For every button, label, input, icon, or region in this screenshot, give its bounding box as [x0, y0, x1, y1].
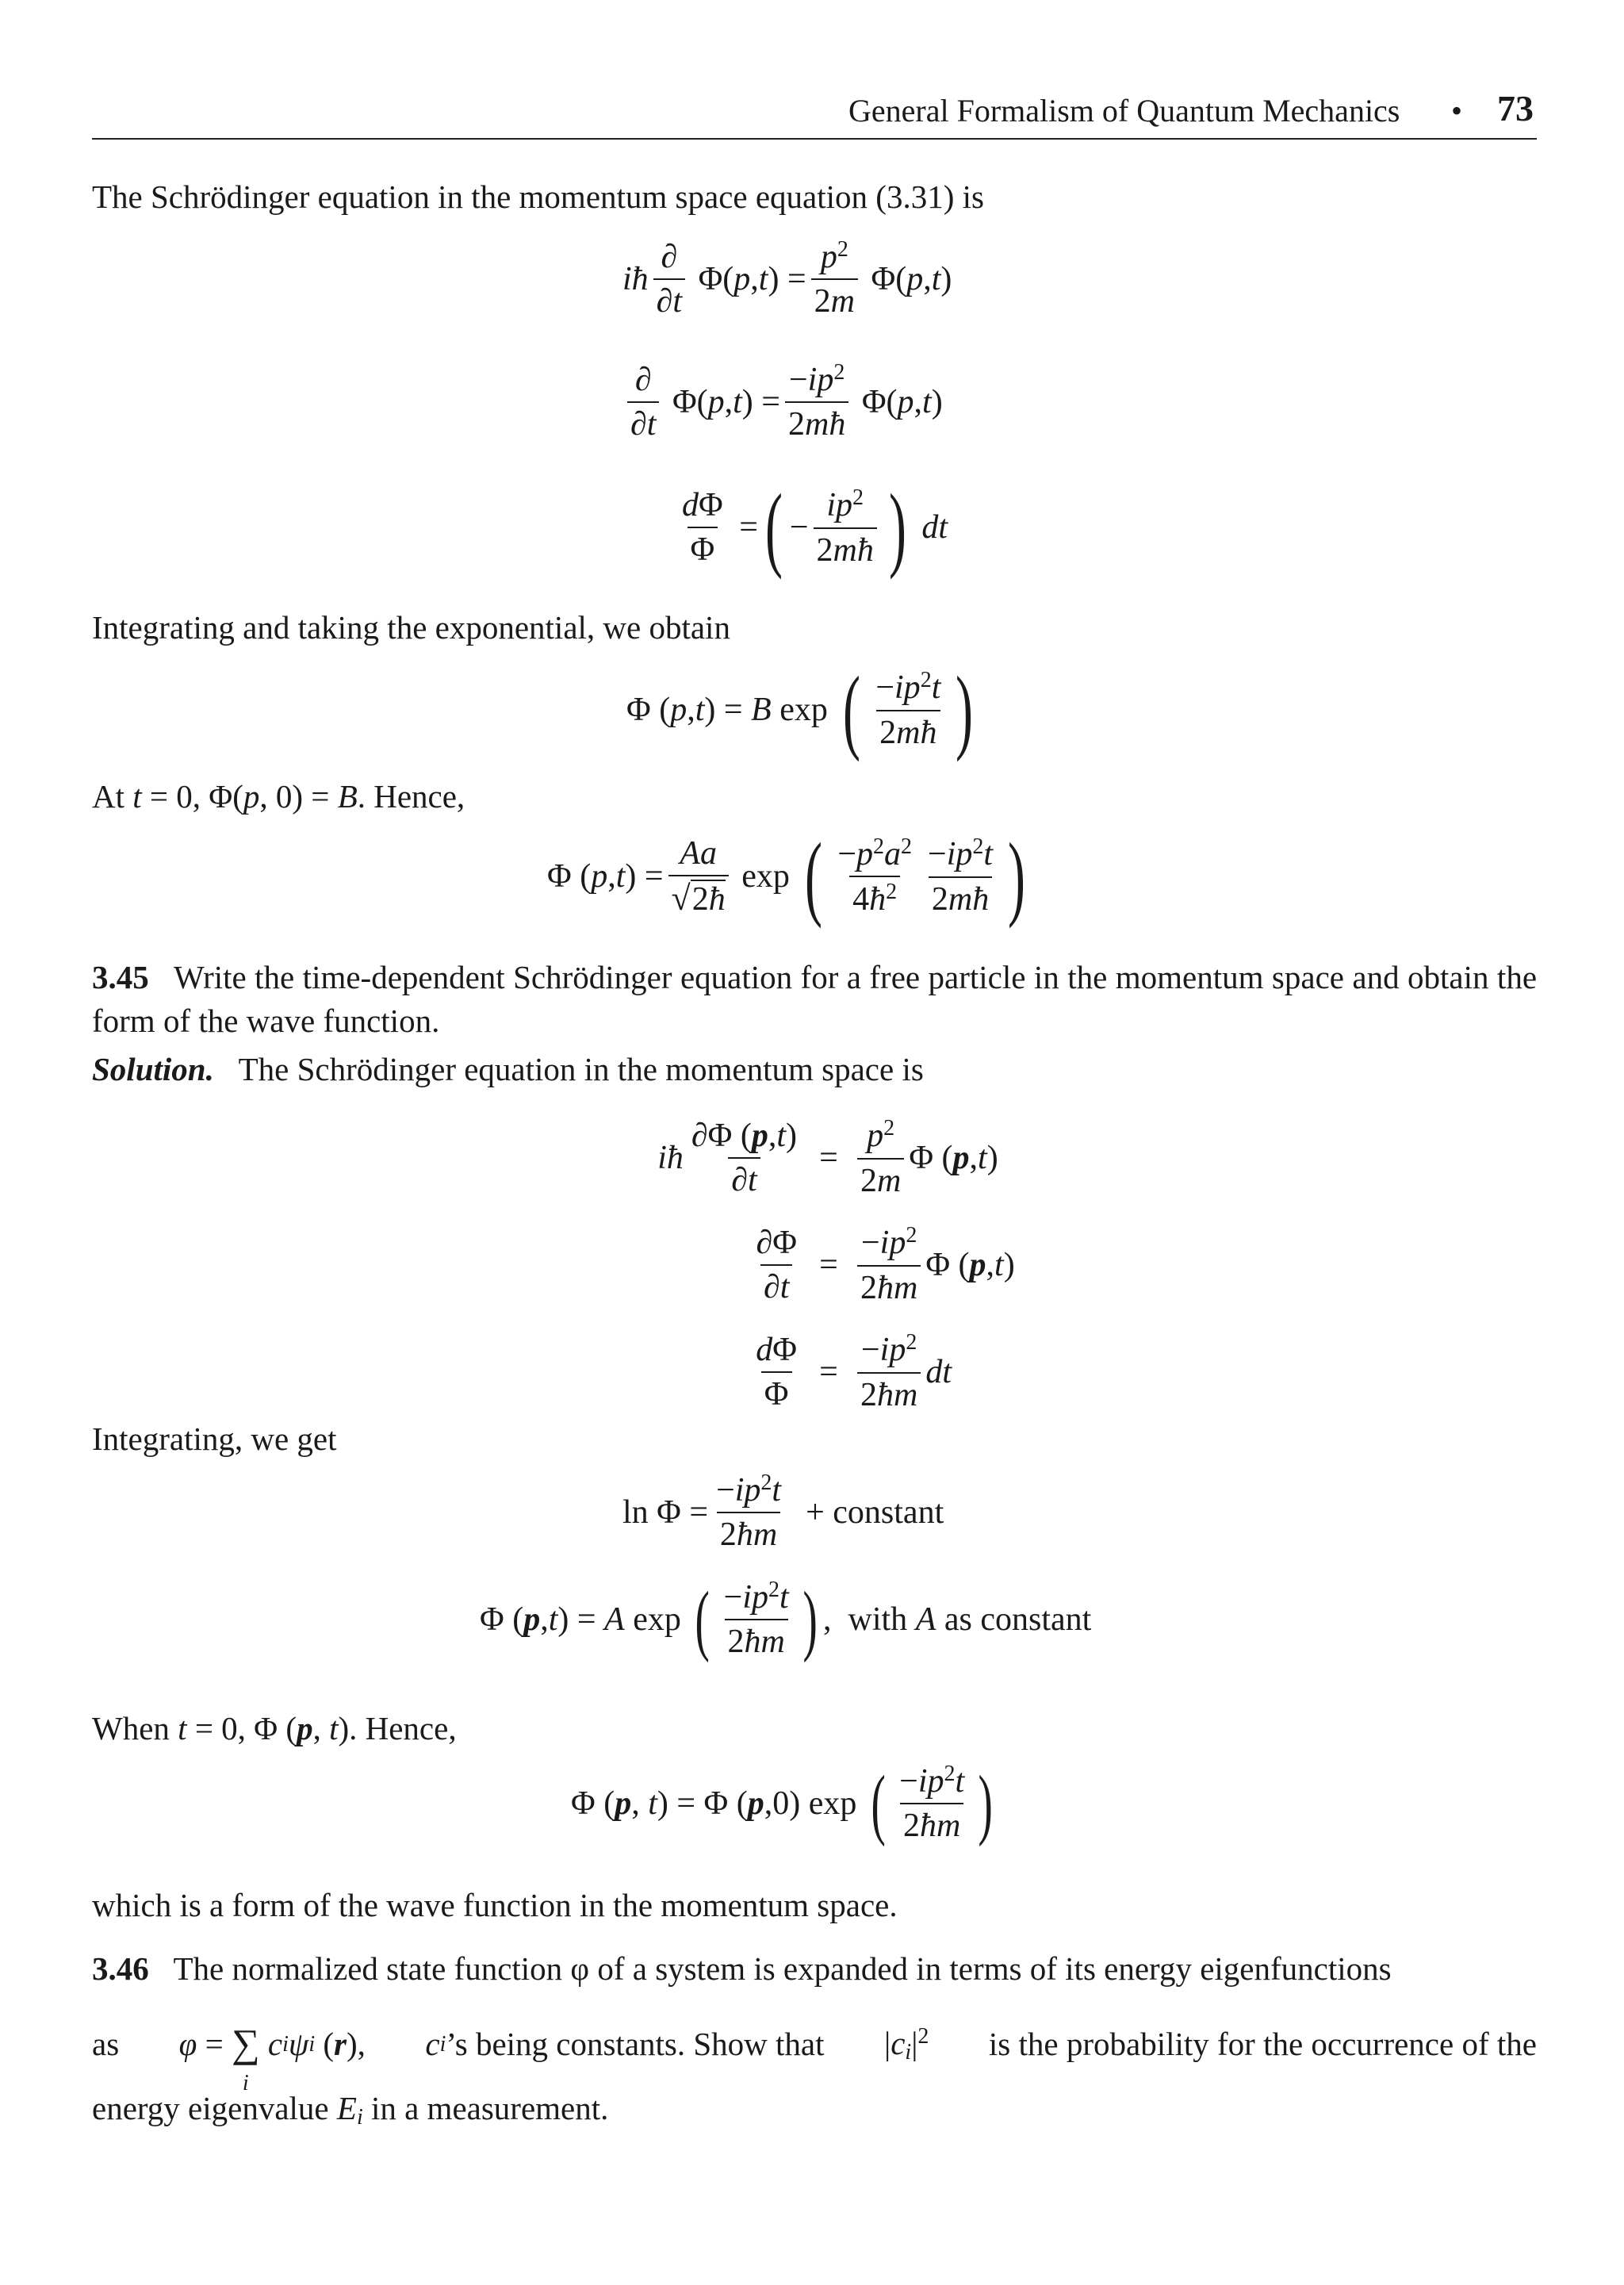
equation-final: Φ (p, t) = Φ (p,0) exp ( $\frac{-ip^2t}{2ħm}$ )	[571, 1758, 994, 1847]
equation-5: Φ (p,t) = $\frac{Aa}{√2ħ}$ exp ( $\frac{-p^2a^2}{4ħ^2}$ $\frac{-ip^2t}{2mħ}$ )	[547, 823, 1026, 929]
header-bullet: •	[1451, 93, 1463, 128]
page-number: 73	[1497, 88, 1534, 128]
equation-1: iħ $\frac{\partial}{\partial t}$ Φ(p,t) = $\frac{p^2}{2m}$ Φ(p,t)	[622, 237, 952, 320]
integrating-we-get: Integrating, we get	[92, 1420, 337, 1457]
problem-3-46-line3: energy eigenvalue $E_i$ in a measurement.	[92, 2090, 609, 2130]
problem-3-46-line1: 3.46 The normalized state function φ of a system is expanded in terms of its energy eigenfunctions	[92, 1950, 1392, 1987]
integrating-line: Integrating and taking the exponential, we obtain	[92, 609, 730, 646]
equation-A-exp: Φ (p,t) = A exp ( $\frac{-ip^2t}{2ħm}$ ) , with A as constant	[480, 1574, 1092, 1663]
problem-3-45-statement: 3.45 Write the time-dependent Schrödinger equation for a free particle in the momentum space and obtain the form of the wave function.	[92, 959, 1538, 1039]
running-title: General Formalism of Quantum Mechanics	[848, 93, 1400, 128]
equation-3: $\frac{d\Phi}{\Phi}$ = ( − $\frac{ip^2}{2mħ}$ ) dt	[682, 474, 948, 580]
equation-4: Φ (p,t) = B exp ( $\frac{-ip^2t}{2mħ}$ )	[626, 657, 974, 762]
intro-line: The Schrödinger equation in the momentum space equation (3.31) is	[92, 178, 984, 215]
header-rule	[92, 138, 1537, 140]
at-t0-line: At t = 0, Φ(p, 0) = B. Hence,	[92, 778, 465, 815]
problem-3-46-line2: as φ = ∑ i c i ψ i ( r ), c i ’s being constants. Show that $|c_i|^2$ is the probability for the occurrence of the	[92, 2021, 1537, 2095]
when-line: When t = 0, Φ (p, t). Hence,	[92, 1710, 457, 1746]
equation-2: $\frac{\partial}{\partial t}$ Φ(p,t) = $\frac{-ip^2}{2mħ}$ Φ(p,t)	[622, 361, 943, 443]
solution-line: Solution. The Schrödinger equation in the momentum space is	[92, 1051, 924, 1087]
closing-line: which is a form of the wave function in the momentum space.	[92, 1887, 898, 1923]
equation-ln: ln Φ = $\frac{-ip^2t}{2ħm}$ + constant	[622, 1470, 944, 1554]
equation-block-345: iħ $\frac{\partial\Phi (p,t)}{\partial t}$ = $\frac{p^2}{2m}$ Φ ( p , t ) $\frac{\partial\Phi}{\partial t}$ = $\frac{-ip^2}{2ħm}$ Φ ( p , t ) $\frac{d\Phi}{\Phi}$ = $\frac{-ip^2}{2ħm}$ dt	[657, 1116, 1015, 1413]
